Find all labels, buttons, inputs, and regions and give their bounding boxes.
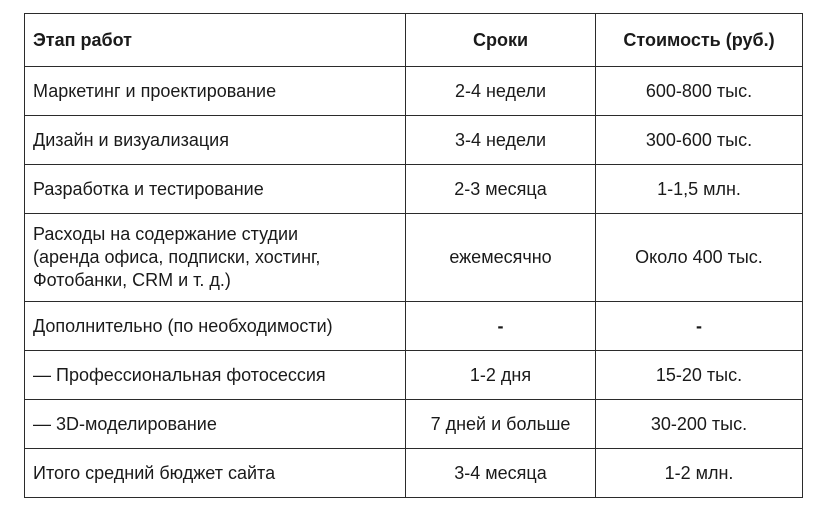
budget-table — [24, 13, 803, 498]
header-stage: Этап работ — [25, 14, 406, 67]
table-row — [25, 400, 803, 449]
stage-line: Расходы на содержание студии — [33, 224, 299, 244]
table-row — [25, 351, 803, 400]
stage-cell: Итого средний бюджет сайта — [25, 449, 406, 498]
table-row — [25, 67, 803, 116]
stage-cell: Дизайн и визуализация — [25, 116, 406, 165]
cost-cell: 15-20 тыс. — [596, 351, 803, 400]
header-duration: Сроки — [406, 14, 596, 67]
stage-cell — [25, 214, 406, 302]
cost-cell: 300-600 тыс. — [596, 116, 803, 165]
table-row — [25, 449, 803, 498]
duration-cell: 2-3 месяца — [406, 165, 596, 214]
duration-cell: 2-4 недели — [406, 67, 596, 116]
cost-cell: 1-1,5 млн. — [596, 165, 803, 214]
duration-cell: 1-2 дня — [406, 351, 596, 400]
cost-cell: Около 400 тыс. — [596, 214, 803, 302]
duration-cell: 7 дней и больше — [406, 400, 596, 449]
cost-cell: 600-800 тыс. — [596, 67, 803, 116]
stage-cell: Разработка и тестирование — [25, 165, 406, 214]
duration-cell: - — [406, 302, 596, 351]
duration-cell: ежемесячно — [406, 214, 596, 302]
stage-cell: Маркетинг и проектирование — [25, 67, 406, 116]
stage-line: Фотобанки, CRM и т. д.) — [33, 270, 231, 290]
table-row — [25, 165, 803, 214]
cost-cell: 1-2 млн. — [596, 449, 803, 498]
table-row — [25, 214, 803, 302]
header-row — [25, 14, 803, 67]
table-row — [25, 302, 803, 351]
stage-cell: — Профессиональная фотосессия — [25, 351, 406, 400]
duration-cell: 3-4 месяца — [406, 449, 596, 498]
cost-cell: - — [596, 302, 803, 351]
stage-line: (аренда офиса, подписки, хостинг, — [33, 247, 321, 267]
table-row — [25, 116, 803, 165]
stage-cell: — 3D-моделирование — [25, 400, 406, 449]
cost-cell: 30-200 тыс. — [596, 400, 803, 449]
stage-cell: Дополнительно (по необходимости) — [25, 302, 406, 351]
header-cost: Стоимость (руб.) — [596, 14, 803, 67]
duration-cell: 3-4 недели — [406, 116, 596, 165]
